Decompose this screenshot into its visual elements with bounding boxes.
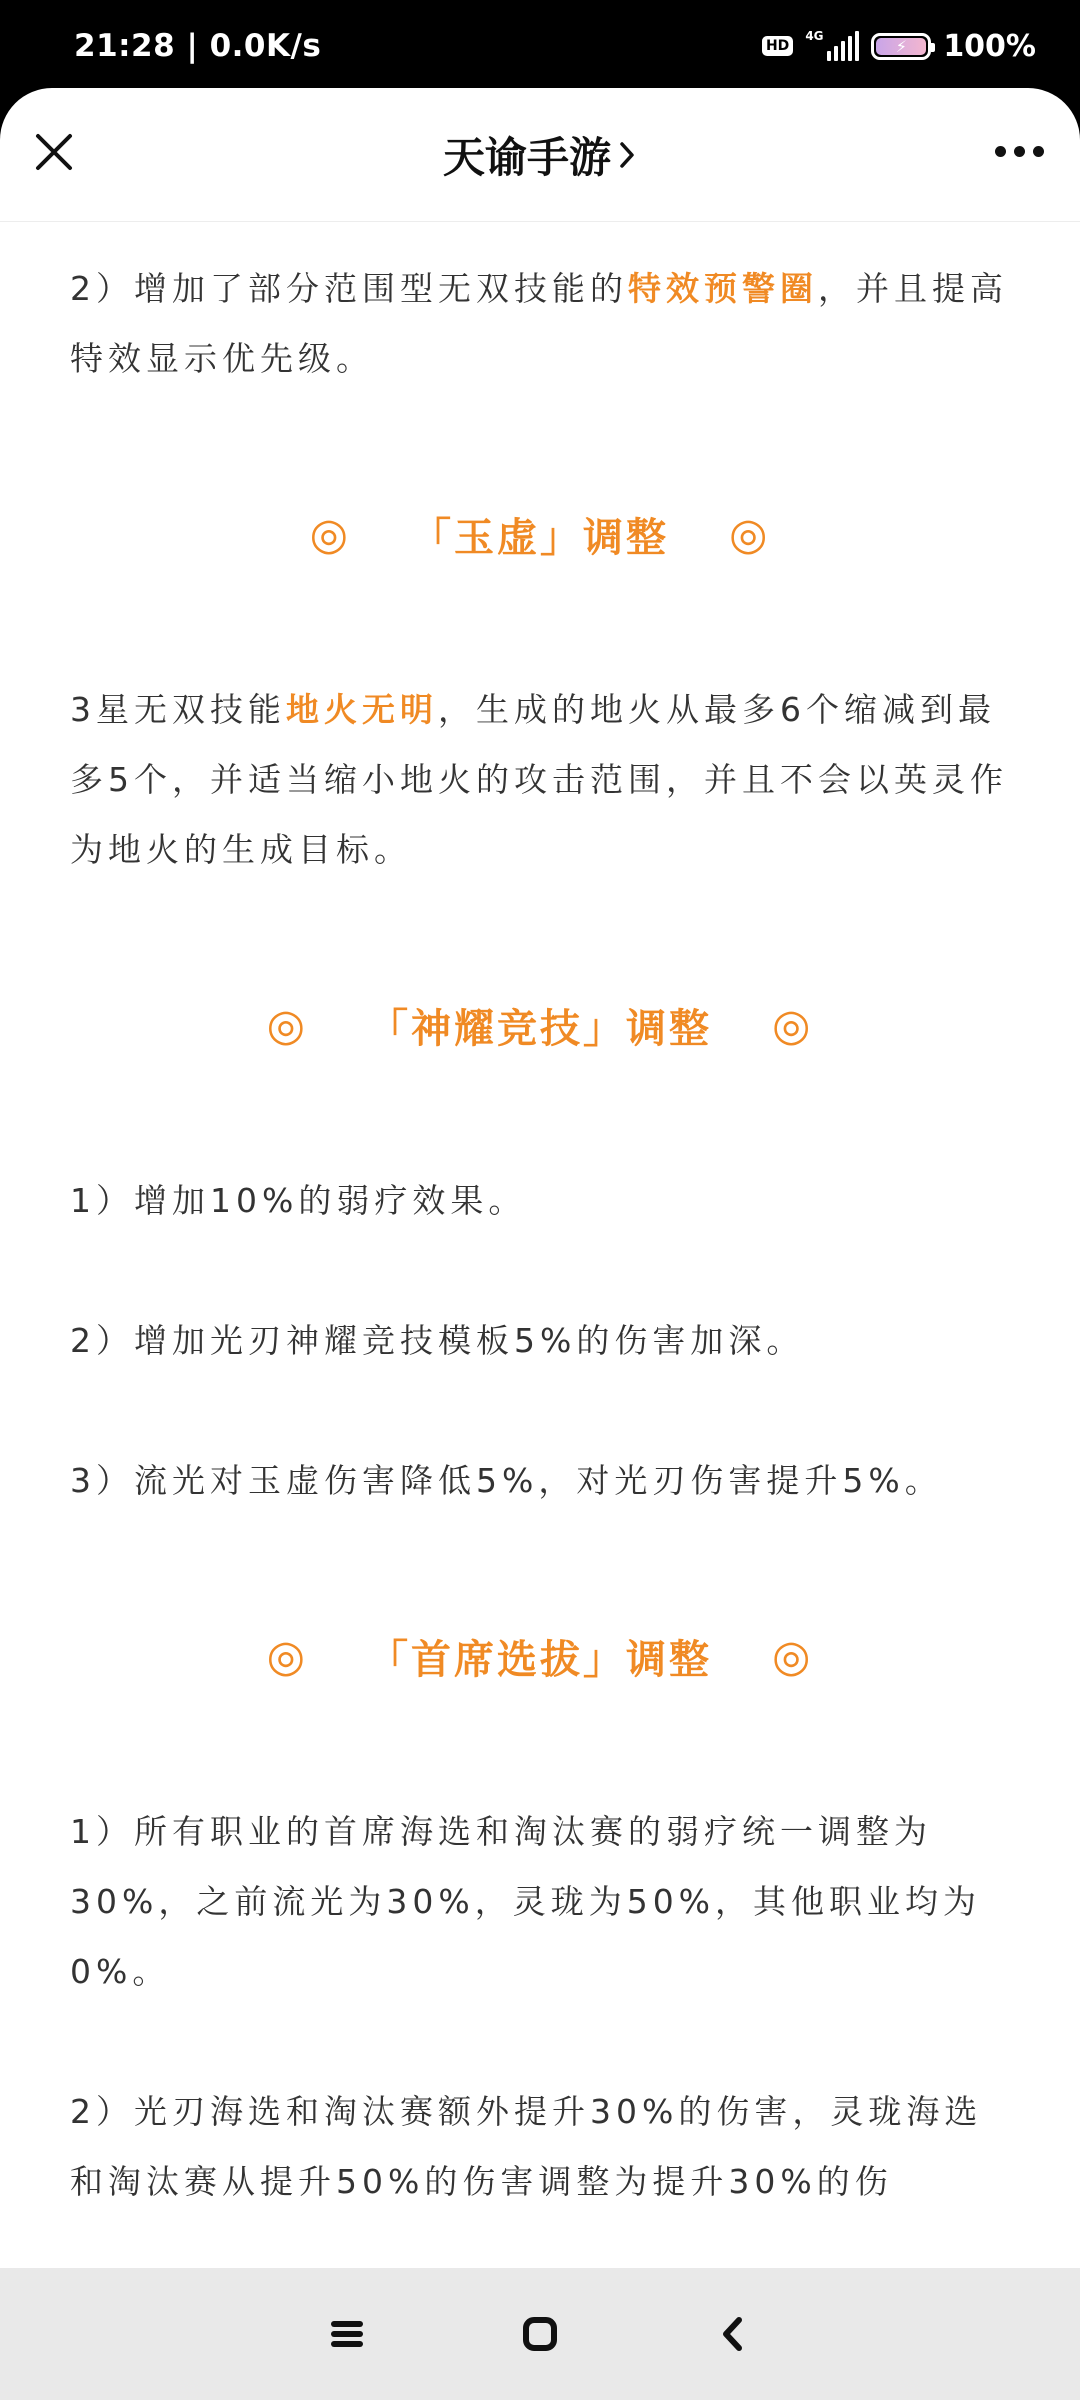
close-icon	[30, 128, 78, 176]
battery-icon: ⚡	[871, 33, 931, 60]
home-icon	[520, 2314, 560, 2354]
paragraph: 2）增加光刃神耀竞技模板5%的伤害加深。	[70, 1321, 805, 1360]
hd-badge: HD	[762, 36, 793, 56]
ring-icon: ◎	[772, 1631, 814, 1682]
more-icon	[995, 146, 1006, 157]
paragraph: 3）流光对玉虚伤害降低5%，对光刃伤害提升5%。	[70, 1461, 943, 1500]
paragraph: 2）增加了部分范围型无双技能的特效预警圈，并且提高特效显示优先级。	[70, 269, 1008, 378]
status-bar	[0, 0, 1080, 92]
ring-icon: ◎	[772, 1000, 814, 1051]
more-button[interactable]	[995, 146, 1044, 157]
status-icons	[762, 29, 1036, 64]
section-heading-text: 「神耀竞技」调整	[368, 1006, 712, 1052]
page-title: 天谕手游	[442, 132, 611, 182]
ring-icon: ◎	[266, 1000, 308, 1051]
section-heading	[70, 1628, 1010, 1685]
ring-icon: ◎	[309, 509, 351, 560]
back-button[interactable]	[701, 2302, 765, 2366]
section-heading-text: 「首席选拔」调整	[368, 1637, 712, 1683]
top-bar	[0, 88, 1080, 222]
ring-icon: ◎	[266, 1631, 308, 1682]
section-heading	[70, 506, 1010, 563]
signal-icon	[805, 31, 859, 61]
chevron-right-icon	[617, 139, 637, 171]
section-heading	[70, 997, 1010, 1054]
paragraph: 3星无双技能地火无明，生成的地火从最多6个缩减到最多5个，并适当缩小地火的攻击范围，并且不会以英灵作为地火的生成目标。	[70, 690, 1008, 869]
paragraph: 1）增加10%的弱疗效果。	[70, 1181, 527, 1220]
paragraph: 1）所有职业的首席海选和淘汰赛的弱疗统一调整为30%，之前流光为30%，灵珑为50%，其他职业均为0%。	[70, 1812, 982, 1991]
home-button[interactable]	[508, 2302, 572, 2366]
status-time: 21:28 | 0.0K/s	[74, 28, 322, 64]
paragraph: 2）光刃海选和淘汰赛额外提升30%的伤害，灵珑海选和淘汰赛从提升50%的伤害调整为提升30%的伤	[70, 2092, 983, 2201]
battery-percent: 100%	[943, 28, 1036, 64]
highlight-text: 地火无明	[286, 690, 438, 729]
menu-icon	[327, 2314, 367, 2354]
title-link[interactable]	[443, 125, 637, 185]
navigation-bar	[0, 2268, 1080, 2400]
highlight-text: 特效预警圈	[628, 269, 818, 308]
webview-sheet	[0, 88, 1080, 2268]
menu-button[interactable]	[315, 2302, 379, 2366]
back-icon	[713, 2314, 753, 2354]
section-heading-text: 「玉虚」调整	[411, 515, 669, 561]
article-content	[0, 254, 1080, 2217]
ring-icon: ◎	[729, 509, 771, 560]
close-button[interactable]	[30, 128, 78, 176]
network-type: 4G	[805, 29, 824, 43]
